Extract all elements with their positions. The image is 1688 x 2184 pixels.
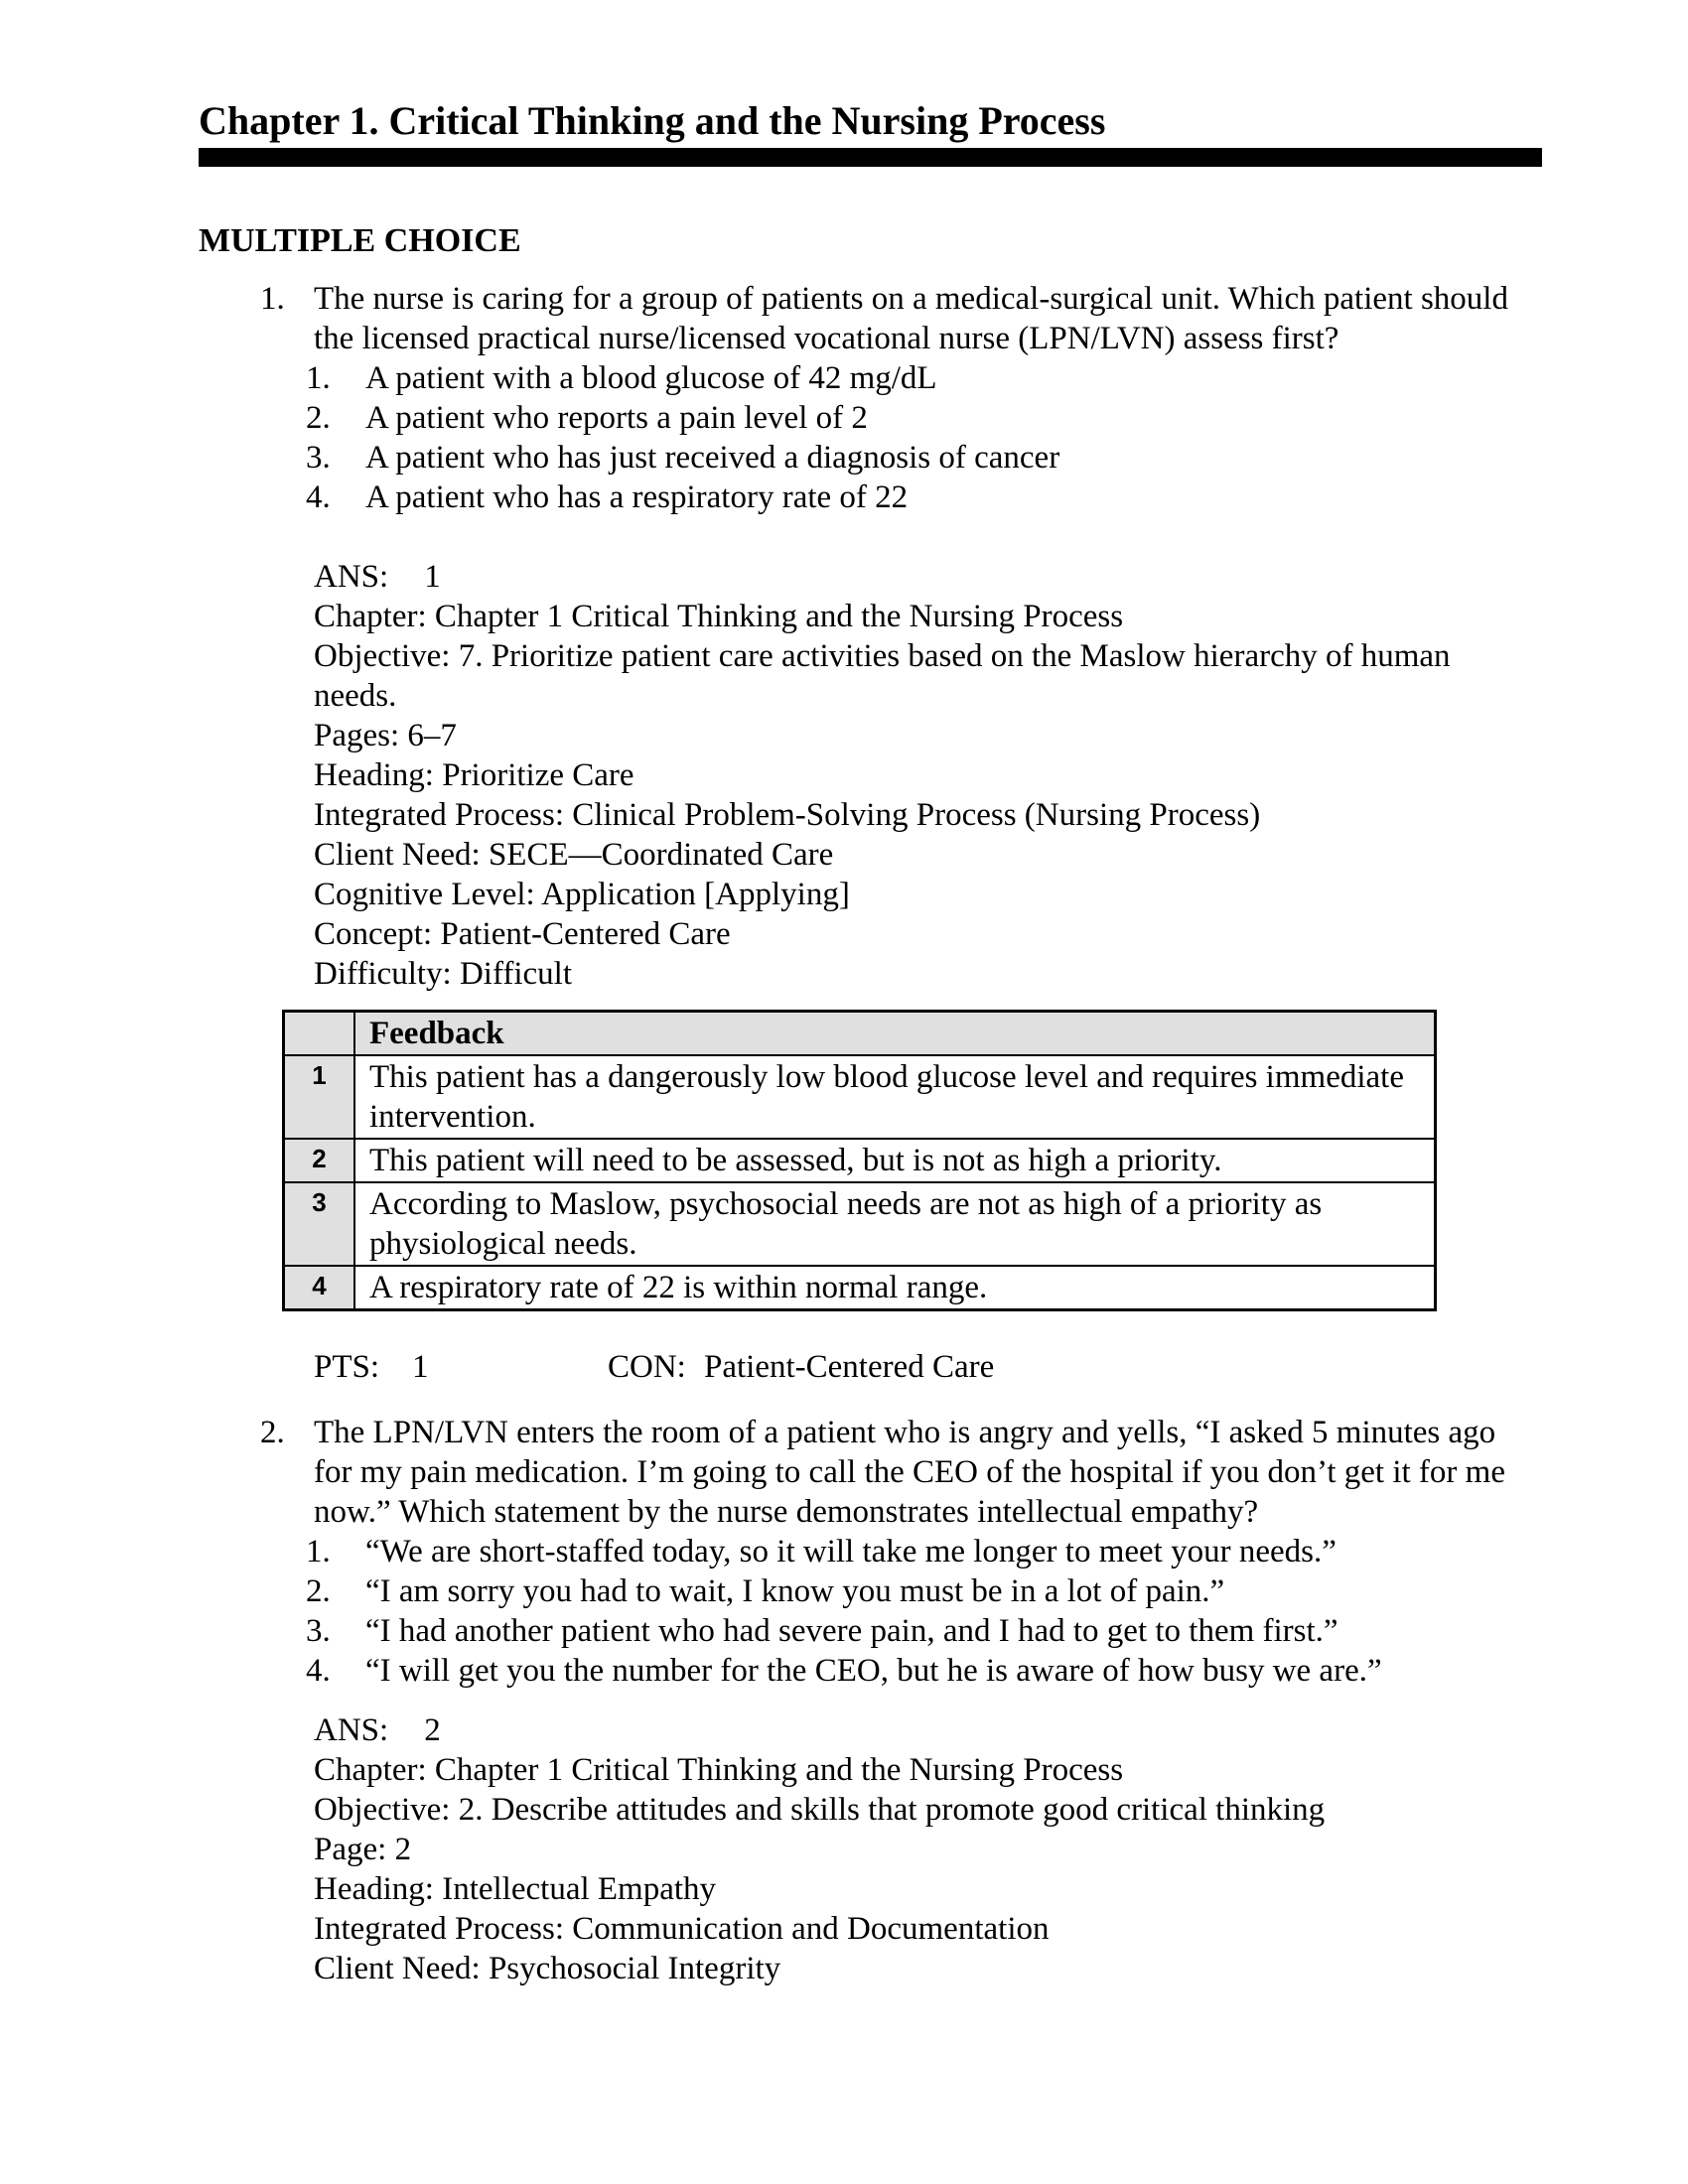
question-2-option-4 [0, 1651, 1688, 1691]
answer-line: Heading: Intellectual Empathy [314, 1871, 717, 1907]
answer-line: Chapter: Chapter 1 Critical Thinking and the Nursing Process [314, 1752, 1124, 1788]
stem-line: for my pain medication. I’m going to call the CEO of the hospital if you don’t get it for me [314, 1454, 1505, 1490]
option-text: A patient with a blood glucose of 42 mg/dL [365, 360, 937, 396]
row-number-cell: 3 [284, 1182, 355, 1266]
feedback-header-number-cell [284, 1012, 355, 1056]
ans-label: ANS: [314, 1712, 389, 1748]
answer-block-1 [314, 557, 1555, 994]
option-number: 1. [306, 1534, 331, 1570]
answer-line: Page: 2 [314, 1832, 412, 1867]
question-1-stem-row [0, 279, 1688, 358]
option-text: “I am sorry you had to wait, I know you must be in a lot of pain.” [365, 1573, 1225, 1609]
answer-line: Chapter: Chapter 1 Critical Thinking and the Nursing Process [314, 599, 1124, 634]
ans-label: ANS: [314, 559, 389, 595]
row-number-cell: 1 [284, 1055, 355, 1139]
stem-line: now.” Which statement by the nurse demonstrates intellectual empathy? [314, 1494, 1259, 1530]
answer-line [314, 557, 1555, 597]
answer-line: Heading: Prioritize Care [314, 757, 634, 793]
stem-line: The nurse is caring for a group of patients on a medical-surgical unit. Which patient should [314, 281, 1508, 317]
feedback-table [282, 1010, 1437, 1311]
con-value: Patient-Centered Care [704, 1349, 995, 1385]
question-2-option-1 [0, 1532, 1688, 1571]
question-1 [0, 279, 1688, 1387]
question-1-option-3 [0, 438, 1688, 478]
question-1-option-1 [0, 358, 1688, 398]
answer-line: Client Need: Psychosocial Integrity [314, 1951, 781, 1986]
stem-line: The LPN/LVN enters the room of a patient who is angry and yells, “I asked 5 minutes ago [314, 1415, 1496, 1450]
con-label: CON: [608, 1349, 686, 1385]
section-heading: MULTIPLE CHOICE [199, 222, 521, 259]
answer-line: Objective: 2. Describe attitudes and skills that promote good critical thinking [314, 1792, 1326, 1828]
answer-line [314, 1710, 1555, 1750]
question-1-option-4 [0, 478, 1688, 517]
question-2-number: 2. [260, 1415, 285, 1450]
option-number: 3. [306, 440, 331, 476]
option-text: “I had another patient who had severe pain, and I had to get to them first.” [365, 1613, 1338, 1649]
pts-value: 1 [412, 1349, 429, 1385]
feedback-row-3 [284, 1182, 1436, 1266]
feedback-text-line: This patient has a dangerously low blood glucose level and requires immediate [369, 1059, 1404, 1095]
option-text: “We are short-staffed today, so it will take me longer to meet your needs.” [365, 1534, 1336, 1570]
question-1-number: 1. [260, 281, 285, 317]
answer-block-2 [314, 1710, 1555, 1988]
row-number-cell: 4 [284, 1266, 355, 1310]
feedback-row-2 [284, 1139, 1436, 1182]
answer-line: Objective: 7. Prioritize patient care activities based on the Maslow hierarchy of human [314, 638, 1451, 674]
answer-line: Concept: Patient-Centered Care [314, 916, 731, 952]
feedback-text-cell [354, 1182, 1436, 1266]
feedback-text-line: A respiratory rate of 22 is within normal range. [369, 1270, 988, 1305]
pts-label: PTS: [314, 1349, 380, 1385]
question-2 [0, 1413, 1688, 1988]
ans-value: 1 [424, 559, 441, 595]
option-number: 2. [306, 1573, 331, 1609]
option-number: 3. [306, 1613, 331, 1649]
feedback-text-line: intervention. [369, 1099, 536, 1135]
row-number-cell: 2 [284, 1139, 355, 1182]
question-2-option-3 [0, 1611, 1688, 1651]
ans-value: 2 [424, 1712, 441, 1748]
option-text: A patient who has just received a diagnosis of cancer [365, 440, 1060, 476]
feedback-text-cell [354, 1055, 1436, 1139]
chapter-title: Chapter 1. Critical Thinking and the Nursing Process [199, 98, 1106, 143]
question-2-option-2 [0, 1571, 1688, 1611]
title-underline-rule [199, 148, 1542, 167]
option-number: 1. [306, 360, 331, 396]
option-text: A patient who has a respiratory rate of 22 [365, 479, 909, 515]
answer-line: needs. [314, 678, 397, 714]
option-number: 4. [306, 1653, 331, 1689]
answer-line: Client Need: SECE—Coordinated Care [314, 837, 834, 873]
feedback-text-cell [354, 1266, 1436, 1310]
question-1-option-2 [0, 398, 1688, 438]
option-text: “I will get you the number for the CEO, but he is aware of how busy we are.” [365, 1653, 1382, 1689]
question-2-stem [314, 1413, 1555, 1532]
feedback-text-line: physiological needs. [369, 1226, 637, 1262]
answer-line: Integrated Process: Clinical Problem-Solving Process (Nursing Process) [314, 797, 1261, 833]
option-number: 2. [306, 400, 331, 436]
question-1-stem [314, 279, 1555, 358]
feedback-row-4 [284, 1266, 1436, 1310]
feedback-text-line: This patient will need to be assessed, but is not as high a priority. [369, 1143, 1222, 1178]
feedback-row-1 [284, 1055, 1436, 1139]
option-number: 4. [306, 479, 331, 515]
feedback-text-line: According to Maslow, psychosocial needs are not as high of a priority as [369, 1186, 1323, 1222]
answer-line: Integrated Process: Communication and Documentation [314, 1911, 1050, 1947]
stem-line: the licensed practical nurse/licensed vocational nurse (LPN/LVN) assess first? [314, 321, 1339, 356]
feedback-header-row [284, 1012, 1436, 1056]
answer-line: Pages: 6–7 [314, 718, 457, 753]
pts-line [314, 1347, 1688, 1387]
question-2-stem-row [0, 1413, 1688, 1532]
option-text: A patient who reports a pain level of 2 [365, 400, 868, 436]
feedback-text-cell [354, 1139, 1436, 1182]
answer-line: Difficulty: Difficult [314, 956, 572, 992]
answer-line: Cognitive Level: Application [Applying] [314, 877, 850, 912]
feedback-header-cell: Feedback [354, 1012, 1436, 1056]
